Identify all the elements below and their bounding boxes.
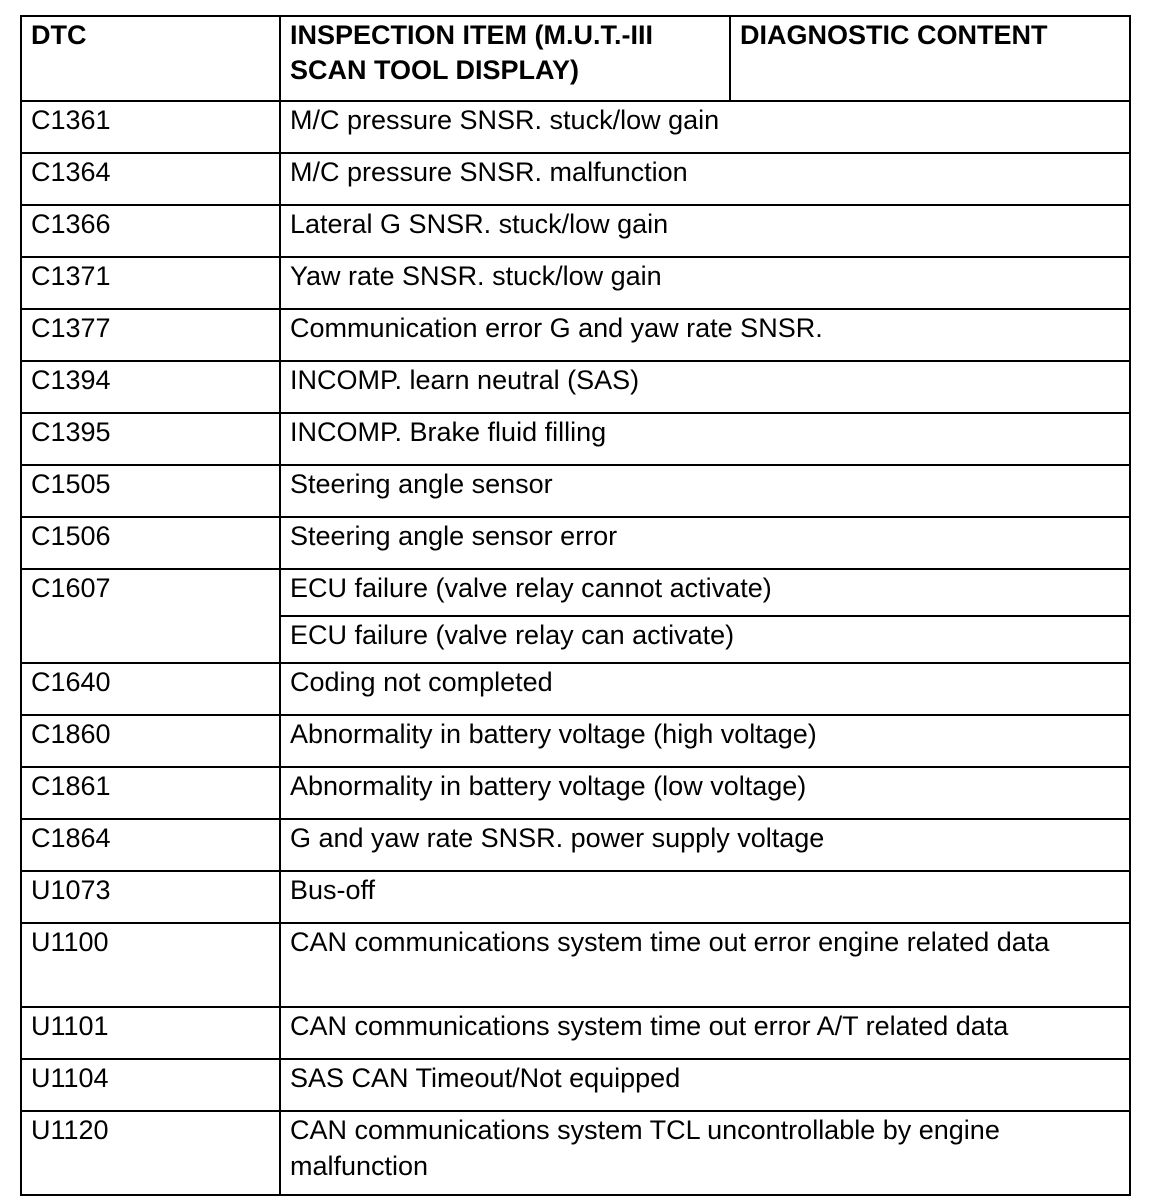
inspection-item: CAN communications system time out error engine related data [280,923,1130,1007]
dtc-code: U1120 [21,1111,280,1195]
table-row [21,1007,1130,1059]
table-row [21,413,1130,465]
dtc-table [20,15,1131,1196]
header-dtc: DTC [21,16,280,101]
dtc-code: U1104 [21,1059,280,1111]
inspection-item: Abnormality in battery voltage (low voltage) [280,767,1130,819]
inspection-item: INCOMP. learn neutral (SAS) [280,361,1130,413]
table-row [21,257,1130,309]
table-header-row [21,16,1130,101]
dtc-code: C1377 [21,309,280,361]
dtc-code: U1100 [21,923,280,1007]
table-row [21,871,1130,923]
inspection-item: Communication error G and yaw rate SNSR. [280,309,1130,361]
dtc-code: C1506 [21,517,280,569]
inspection-item: Yaw rate SNSR. stuck/low gain [280,257,1130,309]
table-row [21,1111,1130,1195]
dtc-code: C1364 [21,153,280,205]
table-row [21,663,1130,715]
dtc-code: C1607 [21,569,280,663]
table-row [21,767,1130,819]
inspection-item: ECU failure (valve relay cannot activate) [280,569,1130,616]
dtc-code: C1861 [21,767,280,819]
header-diagnostic-content: DIAGNOSTIC CONTENT [730,16,1130,101]
inspection-item: Coding not completed [280,663,1130,715]
inspection-item: INCOMP. Brake fluid filling [280,413,1130,465]
table-row [21,923,1130,1007]
dtc-code: C1395 [21,413,280,465]
inspection-item: Steering angle sensor [280,465,1130,517]
table-row [21,205,1130,257]
dtc-code: C1361 [21,101,280,153]
inspection-item: Abnormality in battery voltage (high voltage) [280,715,1130,767]
inspection-item: Lateral G SNSR. stuck/low gain [280,205,1130,257]
table-row [21,819,1130,871]
inspection-item: ECU failure (valve relay can activate) [280,616,1130,663]
inspection-item: G and yaw rate SNSR. power supply voltage [280,819,1130,871]
inspection-item: SAS CAN Timeout/Not equipped [280,1059,1130,1111]
table-row [21,465,1130,517]
table-row [21,153,1130,205]
dtc-code: C1371 [21,257,280,309]
table-row [21,569,1130,616]
table-row [21,1059,1130,1111]
dtc-code: C1640 [21,663,280,715]
header-inspection-item: INSPECTION ITEM (M.U.T.-III SCAN TOOL DISPLAY) [280,16,730,101]
dtc-code: C1394 [21,361,280,413]
dtc-code: C1366 [21,205,280,257]
table-row [21,309,1130,361]
inspection-item: M/C pressure SNSR. stuck/low gain [280,101,1130,153]
table-row [21,101,1130,153]
inspection-item: M/C pressure SNSR. malfunction [280,153,1130,205]
inspection-item: Bus-off [280,871,1130,923]
dtc-code: C1860 [21,715,280,767]
inspection-item: CAN communications system TCL uncontrollable by engine malfunction [280,1111,1130,1195]
table-row [21,361,1130,413]
table-row [21,715,1130,767]
inspection-item: CAN communications system time out error A/T related data [280,1007,1130,1059]
inspection-item: Steering angle sensor error [280,517,1130,569]
dtc-code: U1073 [21,871,280,923]
dtc-code: C1864 [21,819,280,871]
table-row [21,517,1130,569]
dtc-code: U1101 [21,1007,280,1059]
dtc-code: C1505 [21,465,280,517]
